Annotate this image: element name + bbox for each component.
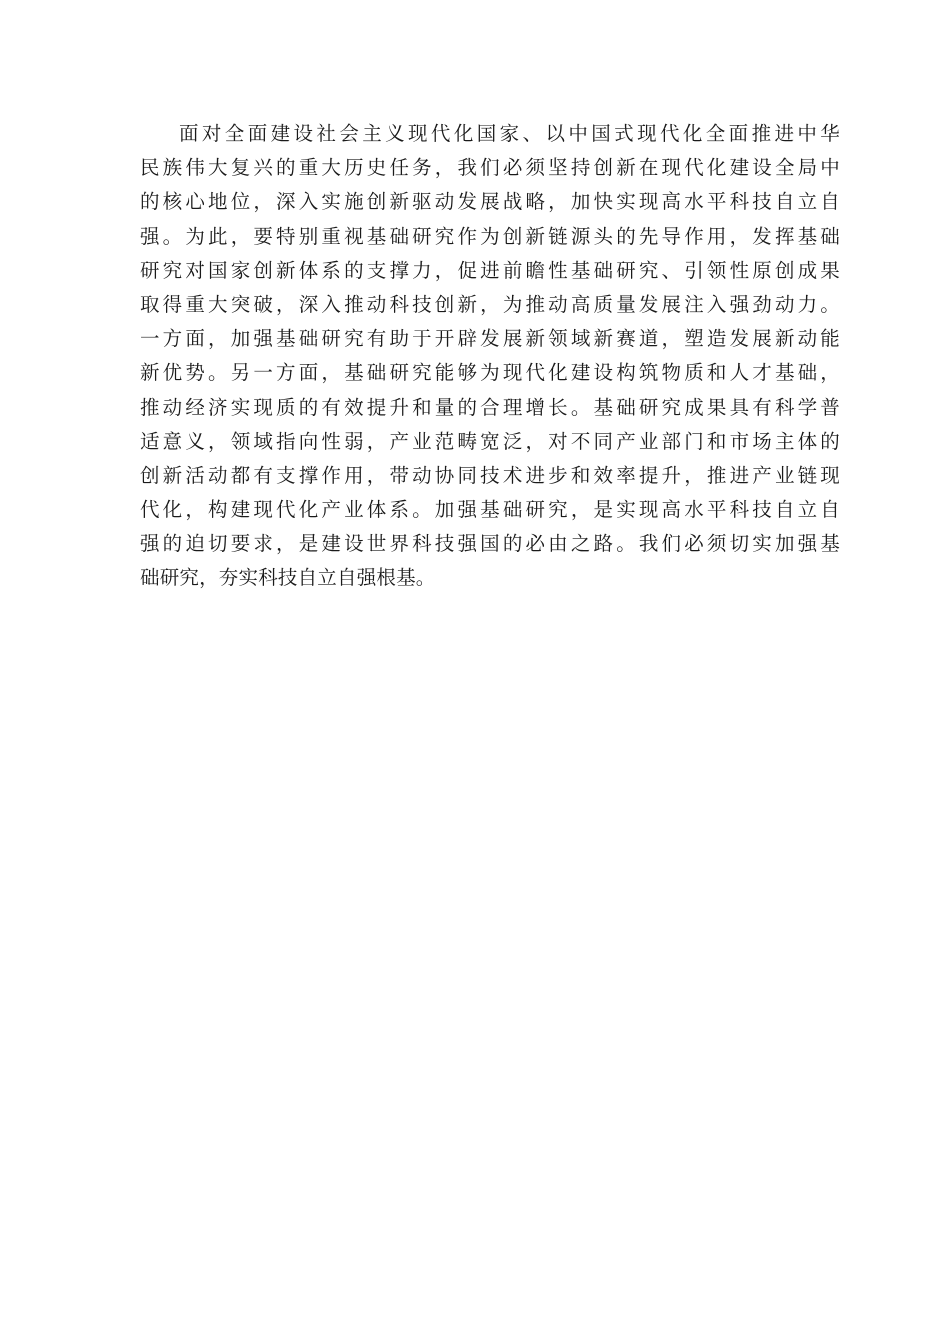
paragraph-line: 新优势。另一方面，基础研究能够为现代化建设构筑物质和人才基础， <box>140 361 840 385</box>
paragraph-line: 面对全面建设社会主义现代化国家、以中国式现代化全面推进中华 <box>179 122 840 145</box>
paragraph-line: 推动经济实现质的有效提升和量的合理增长。基础研究成果具有科学普 <box>140 395 840 419</box>
paragraph-line: 强。为此，要特别重视基础研究作为创新链源头的先导作用，发挥基础 <box>140 224 840 248</box>
paragraph-line: 一方面，加强基础研究有助于开辟发展新领域新赛道，塑造发展新动能 <box>140 327 840 351</box>
paragraph-line: 民族伟大复兴的重大历史任务，我们必须坚持创新在现代化建设全局中 <box>140 156 840 180</box>
paragraph-line: 的核心地位，深入实施创新驱动发展战略，加快实现高水平科技自立自 <box>140 190 840 214</box>
paragraph-line: 础研究，夯实科技自立自强根基。 <box>140 566 436 590</box>
paragraph-line: 创新活动都有支撑作用，带动协同技术进步和效率提升，推进产业链现 <box>140 463 840 487</box>
paragraph-line: 适意义，领域指向性弱，产业范畴宽泛，对不同产业部门和市场主体的 <box>140 429 840 453</box>
paragraph-line: 强的迫切要求，是建设世界科技强国的必由之路。我们必须切实加强基 <box>140 532 840 556</box>
paragraph-line: 代化，构建现代化产业体系。加强基础研究，是实现高水平科技自立自 <box>140 498 840 522</box>
paragraph-line: 取得重大突破，深入推动科技创新，为推动高质量发展注入强劲动力。 <box>140 292 840 316</box>
body-paragraph <box>140 117 840 596</box>
paragraph-line: 研究对国家创新体系的支撑力，促进前瞻性基础研究、引领性原创成果 <box>140 258 840 282</box>
